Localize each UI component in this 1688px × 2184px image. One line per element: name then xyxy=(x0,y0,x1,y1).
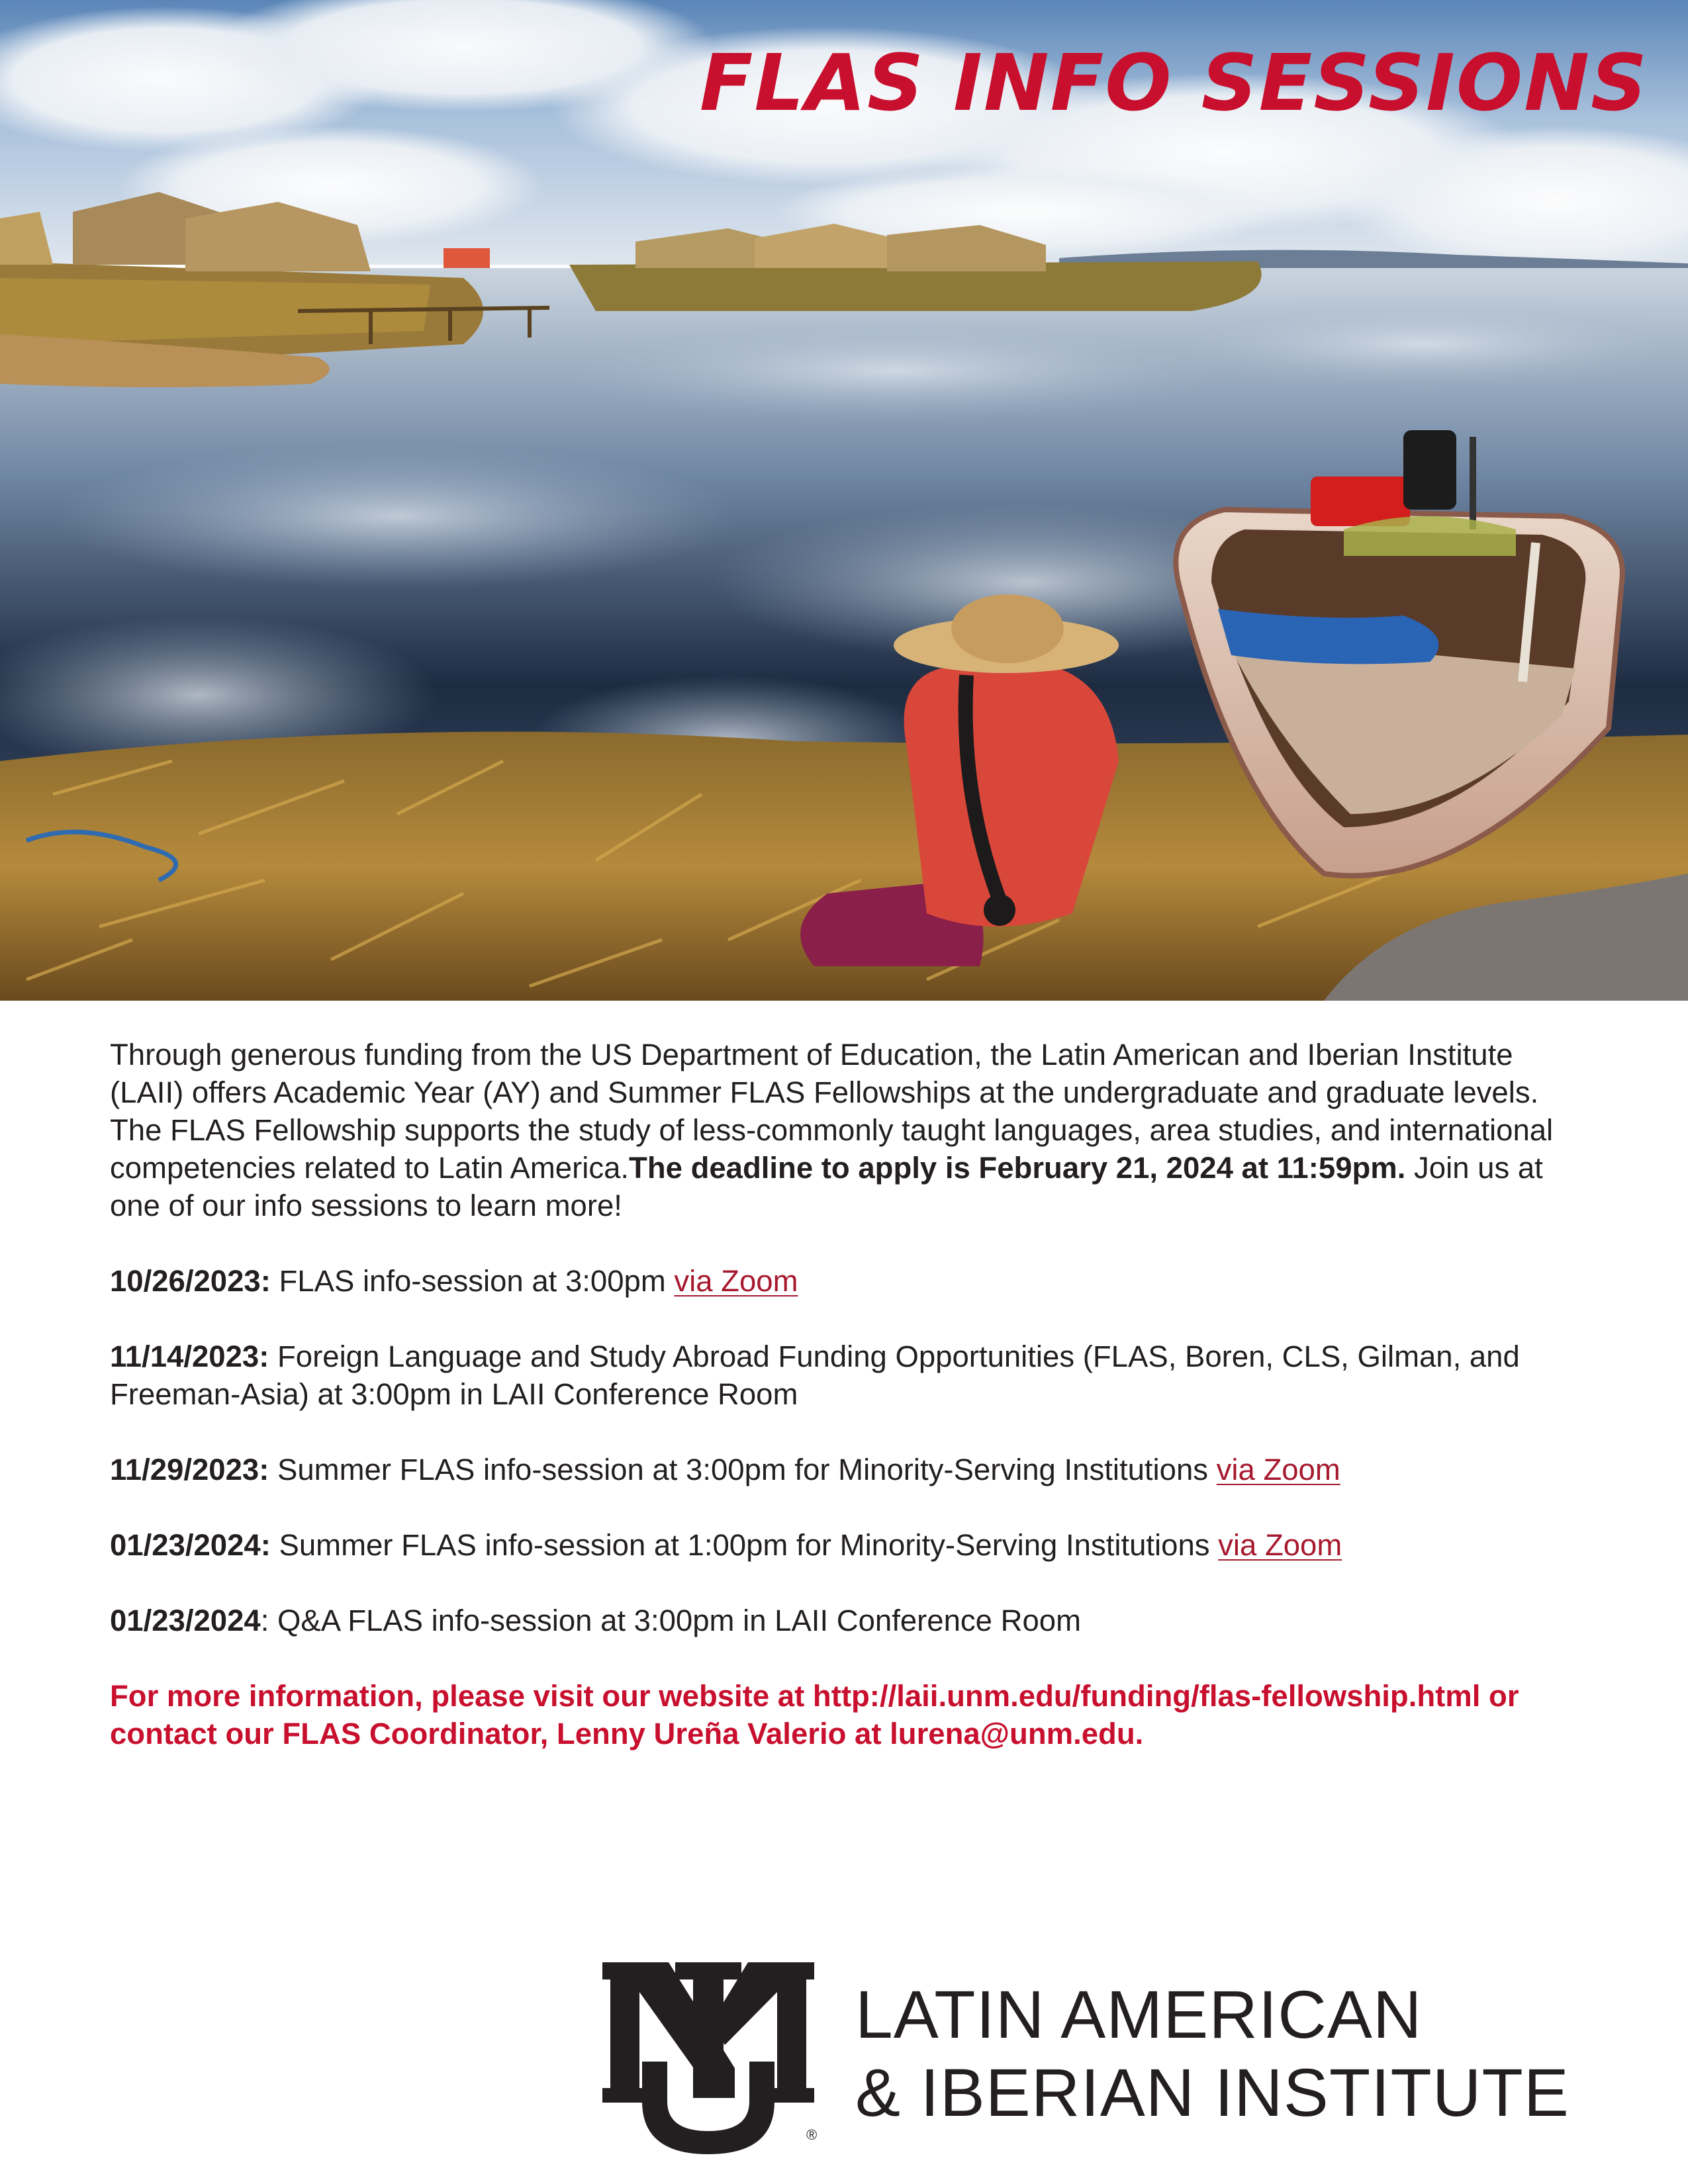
session-date: 11/29/2023: xyxy=(110,1453,269,1486)
session-item xyxy=(110,1602,1579,1639)
zoom-link[interactable]: via Zoom xyxy=(674,1264,798,1298)
intro-text: Through generous funding from the US Department of Education, the Latin American and Iberian Institute (LAII) offers Academic Year (AY) and Summer FLAS Fellowships at the undergraduate and graduate levels. The FLAS Fellowship supports the study of less-commonly taught languages, area studies, and international competencies related to Latin America. xyxy=(110,1038,1554,1185)
laii-logo xyxy=(596,1962,1628,2154)
session-date: 01/23/2024: xyxy=(110,1528,271,1562)
unm-logo-mark xyxy=(596,1962,821,2154)
session-description: : Q&A FLAS info-session at 3:00pm in LAII Conference Room xyxy=(260,1604,1081,1637)
session-item xyxy=(110,1338,1579,1413)
institute-name xyxy=(855,1976,1570,2132)
session-date: 01/23/2024 xyxy=(110,1604,261,1637)
registered-mark: ® xyxy=(806,2126,818,2143)
session-item xyxy=(110,1262,1579,1300)
page-title: FLAS INFO SESSIONS xyxy=(699,37,1648,128)
session-description: Foreign Language and Study Abroad Funding Opportunities (FLAS, Boren, CLS, Gilman, and Freeman-Asia) at 3:00pm in LAII Conference Room xyxy=(110,1340,1520,1411)
session-item xyxy=(110,1526,1579,1564)
intro-closing: Join us at one of our info sessions to learn more! xyxy=(110,1151,1543,1222)
flyer-content xyxy=(110,1036,1579,1752)
zoom-link[interactable]: via Zoom xyxy=(1216,1453,1340,1486)
session-item xyxy=(110,1451,1579,1488)
more-info-text: For more information, please visit our website at http://laii.unm.edu/funding/flas-fellowship.html or contact our FLAS Coordinator, Lenny Ureña Valerio at lurena@unm.edu. xyxy=(110,1679,1519,1751)
institute-name-line1: LATIN AMERICAN xyxy=(855,1977,1423,2052)
deadline-text: The deadline to apply is February 21, 2024 at 11:59pm. xyxy=(629,1151,1406,1185)
hero-photo xyxy=(0,0,1688,1001)
lake-titicaca-photo xyxy=(0,0,1688,1001)
session-description: Summer FLAS info-session at 3:00pm for Minority-Serving Institutions xyxy=(269,1453,1217,1486)
zoom-link[interactable]: via Zoom xyxy=(1218,1528,1342,1562)
session-description: FLAS info-session at 3:00pm xyxy=(270,1264,675,1298)
session-date: 10/26/2023: xyxy=(110,1264,271,1298)
institute-name-line2: & IBERIAN INSTITUTE xyxy=(855,2055,1570,2130)
intro-paragraph xyxy=(110,1036,1579,1224)
session-date: 11/14/2023: xyxy=(110,1340,269,1373)
session-description: Summer FLAS info-session at 1:00pm for Minority-Serving Institutions xyxy=(270,1528,1219,1562)
